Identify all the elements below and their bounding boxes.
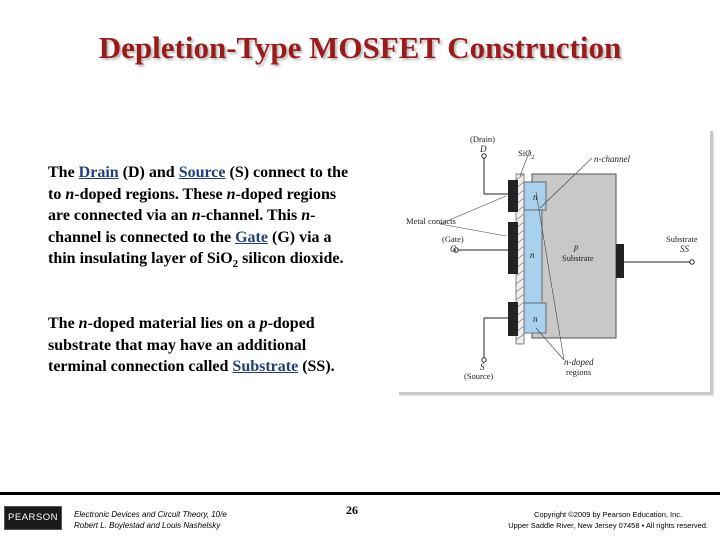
substrate-region-label: Substrate: [562, 253, 594, 263]
n-mid-label: n: [530, 250, 535, 260]
substrate-terminal: [690, 260, 694, 264]
text-run: The: [48, 164, 79, 181]
page-title: Depletion-Type MOSFET Construction: [98, 30, 622, 65]
text-run: (S) connect to the to: [48, 164, 349, 203]
book-title: Electronic Devices and Circuit Theory, 10/e: [74, 510, 227, 519]
subscript: 2: [232, 258, 239, 271]
substrate-metal-contact: [616, 244, 624, 278]
sio2-text: SiO: [518, 148, 532, 158]
n-italic: n: [191, 207, 201, 225]
n-channel-label: n-channel: [594, 154, 630, 164]
source-label: (Source): [464, 371, 494, 381]
text-run: (G) via a thin insulating layer of Si: [48, 228, 332, 268]
regions-label: regions: [566, 367, 592, 377]
source-metal-contact: [508, 302, 518, 336]
substrate-term: Substrate: [232, 358, 299, 376]
n-top-label: n: [533, 192, 538, 202]
sio2-label: [518, 148, 534, 161]
sio2-subscript: 2: [531, 155, 535, 161]
source-terminal-label: S: [480, 362, 485, 372]
gate-terminal-label: G: [450, 244, 457, 254]
n-italic: n: [78, 315, 88, 332]
n-italic: n: [301, 207, 311, 225]
n-italic: n: [226, 185, 236, 203]
text-run: -doped substrate that may have an additional terminal connection called: [48, 315, 315, 376]
copyright-line: Copyright ©2009 by Pearson Education, Inc.: [534, 510, 683, 519]
drain-label: (Drain): [470, 134, 496, 144]
book-citation: [74, 509, 227, 531]
p-label: p: [574, 242, 579, 252]
gate-term: Gate: [235, 228, 268, 246]
n-doped-label: n-doped: [564, 357, 594, 367]
drain-source-paragraph: [48, 162, 358, 276]
text-run: -doped regions. These: [74, 185, 227, 203]
text-run: The: [48, 315, 79, 332]
gate-metal-contact: [508, 222, 518, 274]
mosfet-diagram: [396, 128, 710, 392]
page-number: 26: [346, 503, 358, 517]
drain-term: Drain: [78, 164, 119, 181]
n-italic: n: [65, 185, 75, 203]
drain-terminal: [482, 154, 486, 158]
p-italic: p: [259, 315, 268, 332]
book-authors: Robert L. Boylestad and Louis Nashelsky: [74, 521, 221, 530]
gate-label: (Gate): [442, 234, 464, 244]
footer-divider: [0, 492, 720, 495]
mosfet-cross-section: [396, 128, 710, 392]
text-run: -channel. This: [200, 207, 302, 225]
text-run: silicon dioxide.: [238, 250, 344, 268]
drain-metal-contact: [508, 180, 518, 212]
text-run: -doped material lies on a: [87, 315, 260, 332]
metal-contacts-label: Metal contacts: [406, 216, 456, 226]
substrate-terminal-label: SS: [680, 244, 689, 254]
text-run: -channel is connected to the: [48, 207, 316, 246]
n-bottom-label: n: [533, 314, 538, 324]
substrate-paragraph: [48, 313, 358, 378]
text-run: -doped regions are connected via an: [48, 185, 337, 225]
copyright-address: Upper Saddle River, New Jersey 07458 • All rights reserved.: [508, 521, 708, 530]
drain-terminal-label: D: [480, 144, 487, 154]
text-run: O: [220, 250, 233, 268]
source-term: Source: [178, 164, 226, 181]
text-run: (D) and: [118, 164, 179, 181]
substrate-terminal-name: Substrate: [666, 234, 698, 244]
copyright-notice: [508, 509, 708, 531]
pearson-logo: PEARSON: [4, 506, 62, 530]
text-run: (SS).: [298, 358, 335, 376]
